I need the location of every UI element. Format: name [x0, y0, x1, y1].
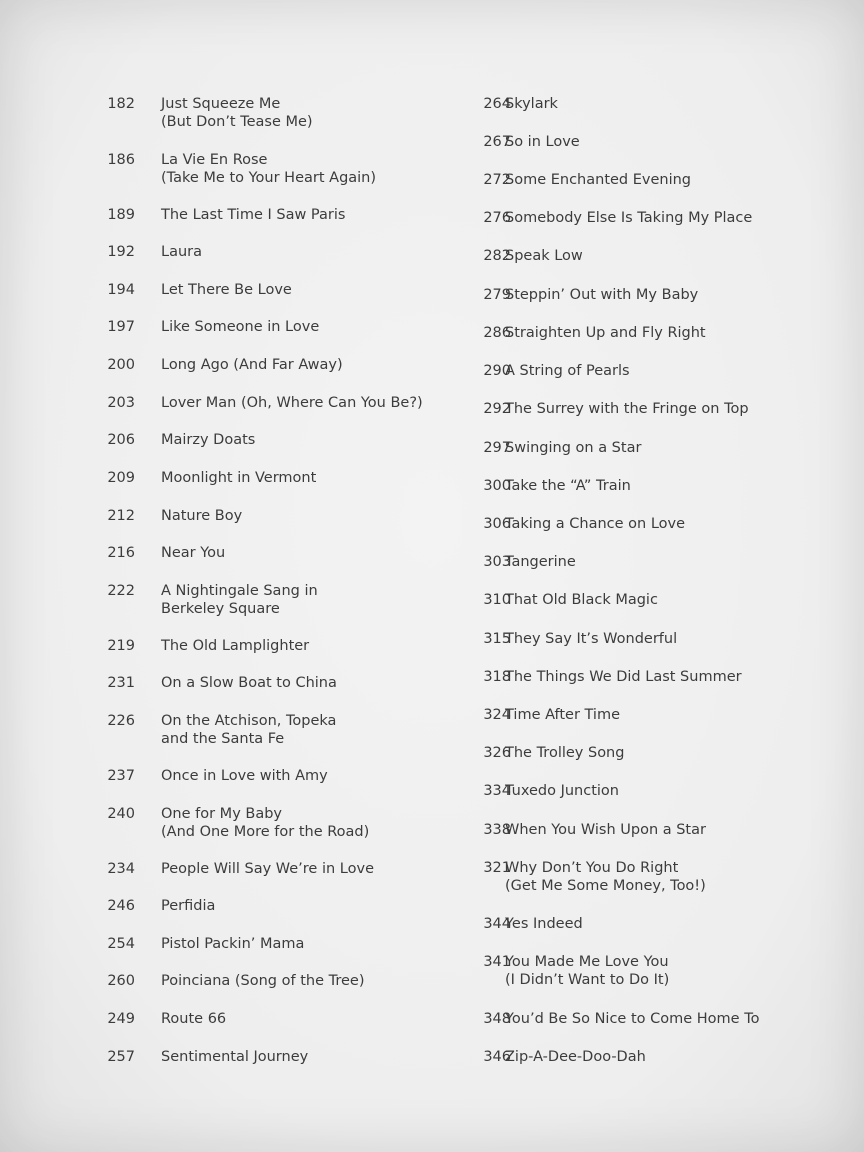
page-number: 237 — [107, 768, 135, 784]
page-number: 279 — [483, 287, 511, 303]
page-number: 189 — [107, 207, 135, 223]
song-title: Poinciana (Song of the Tree) — [161, 973, 365, 989]
page-number: 346 — [483, 1049, 511, 1065]
song-title: The Things We Did Last Summer — [505, 669, 742, 685]
page-number: 318 — [483, 669, 511, 685]
page-number: 186 — [107, 152, 135, 168]
page-number: 297 — [483, 440, 511, 456]
song-title: Sentimental Journey — [161, 1049, 309, 1065]
song-title: Speak Low — [505, 248, 583, 264]
song-title: Some Enchanted Evening — [505, 172, 692, 188]
page-number: 194 — [107, 282, 135, 298]
song-title: So in Love — [505, 134, 580, 150]
song-title: Route 66 — [161, 1011, 227, 1027]
page-number: 310 — [483, 592, 511, 608]
page-number: 222 — [107, 583, 135, 599]
song-title: Like Someone in Love — [161, 319, 320, 335]
page-number: 344 — [483, 916, 511, 932]
song-title: Skylark — [505, 96, 558, 112]
song-title: On the Atchison, Topeka and the Santa Fe — [161, 713, 337, 747]
page-number: 209 — [107, 470, 135, 486]
page-number: 249 — [107, 1011, 135, 1027]
song-title: Zip-A-Dee-Doo-Dah — [505, 1049, 646, 1065]
page-number: 257 — [107, 1049, 135, 1065]
song-title: On a Slow Boat to China — [161, 675, 337, 691]
song-title: That Old Black Magic — [505, 592, 658, 608]
page-number: 306 — [483, 516, 511, 532]
song-title: The Last Time I Saw Paris — [161, 207, 346, 223]
page-number: 216 — [107, 545, 135, 561]
song-title: Long Ago (And Far Away) — [161, 357, 343, 373]
page-number: 292 — [483, 401, 511, 417]
song-title: Tangerine — [505, 554, 576, 570]
song-title: Swinging on a Star — [505, 440, 642, 456]
page-number: 341 — [483, 954, 511, 970]
song-title: Taking a Chance on Love — [505, 516, 686, 532]
song-title: Near You — [161, 545, 226, 561]
song-title: Straighten Up and Fly Right — [505, 325, 706, 341]
song-title: Time After Time — [505, 707, 621, 723]
page-number: 315 — [483, 631, 511, 647]
page-number: 276 — [483, 210, 511, 226]
song-title: When You Wish Upon a Star — [505, 822, 706, 838]
page-number: 226 — [107, 713, 135, 729]
page-number: 303 — [483, 554, 511, 570]
page-number: 300 — [483, 478, 511, 494]
page-number: 246 — [107, 898, 135, 914]
page-number: 212 — [107, 508, 135, 524]
song-title: Moonlight in Vermont — [161, 470, 317, 486]
song-title: You Made Me Love You (I Didn’t Want to Do It) — [505, 954, 670, 988]
page-number: 348 — [483, 1011, 511, 1027]
page-number: 203 — [107, 395, 135, 411]
song-title: Tuxedo Junction — [505, 783, 619, 799]
song-title: The Surrey with the Fringe on Top — [505, 401, 749, 417]
page-number: 321 — [483, 860, 511, 876]
page-number: 338 — [483, 822, 511, 838]
song-title: The Trolley Song — [505, 745, 625, 761]
page-number: 286 — [483, 325, 511, 341]
song-title: Perfidia — [161, 898, 216, 914]
page-number: 334 — [483, 783, 511, 799]
song-title: A String of Pearls — [505, 363, 630, 379]
song-title: Let There Be Love — [161, 282, 292, 298]
page-number: 272 — [483, 172, 511, 188]
page-number: 234 — [107, 861, 135, 877]
song-title: Why Don’t You Do Right (Get Me Some Money, Too!) — [505, 860, 706, 894]
page-number: 240 — [107, 806, 135, 822]
page-number: 260 — [107, 973, 135, 989]
song-title: Somebody Else Is Taking My Place — [505, 210, 753, 226]
page-number: 182 — [107, 96, 135, 112]
song-title: A Nightingale Sang in Berkeley Square — [161, 583, 318, 617]
song-title: Take the “A” Train — [505, 478, 631, 494]
song-title: Lover Man (Oh, Where Can You Be?) — [161, 395, 423, 411]
page-number: 254 — [107, 936, 135, 952]
song-title: Yes Indeed — [505, 916, 583, 932]
song-title: They Say It’s Wonderful — [505, 631, 678, 647]
page-number: 231 — [107, 675, 135, 691]
song-title: One for My Baby (And One More for the Road) — [161, 806, 370, 840]
page-number: 324 — [483, 707, 511, 723]
song-title: Mairzy Doats — [161, 432, 256, 448]
page-number: 264 — [483, 96, 511, 112]
song-title: Just Squeeze Me (But Don’t Tease Me) — [161, 96, 313, 130]
song-title: Nature Boy — [161, 508, 243, 524]
song-title: Once in Love with Amy — [161, 768, 328, 784]
page-number: 197 — [107, 319, 135, 335]
song-title: Laura — [161, 244, 203, 260]
song-title: La Vie En Rose (Take Me to Your Heart Again) — [161, 152, 377, 186]
page-number: 200 — [107, 357, 135, 373]
song-title: Pistol Packin’ Mama — [161, 936, 305, 952]
page-number: 219 — [107, 638, 135, 654]
page-number: 206 — [107, 432, 135, 448]
song-title: The Old Lamplighter — [161, 638, 310, 654]
song-title: You’d Be So Nice to Come Home To — [505, 1011, 760, 1027]
song-title: Steppin’ Out with My Baby — [505, 287, 699, 303]
page-number: 290 — [483, 363, 511, 379]
page-number: 282 — [483, 248, 511, 264]
page-number: 326 — [483, 745, 511, 761]
page-number: 192 — [107, 244, 135, 260]
page-number: 267 — [483, 134, 511, 150]
song-title: People Will Say We’re in Love — [161, 861, 374, 877]
